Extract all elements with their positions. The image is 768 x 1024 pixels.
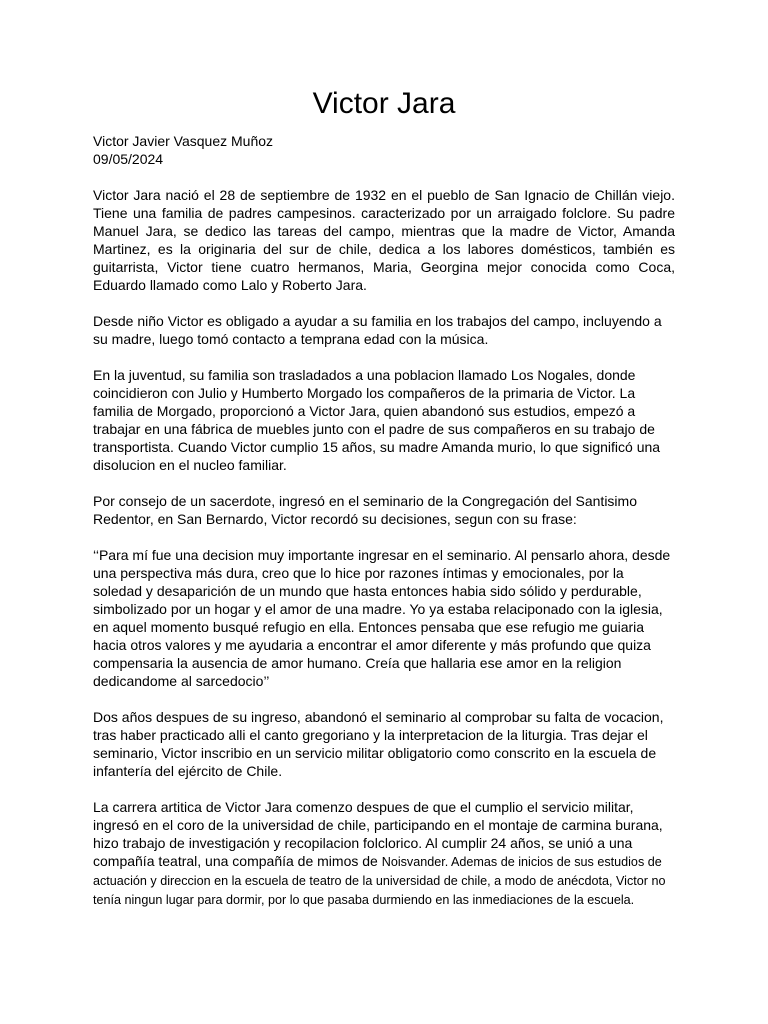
career-text-main: La carrera artitica de Victor Jara comenzo despues de que el cumplio el servicio militar, ingresó en el coro de la universidad de chile, participando en el montaje de carmina burana, hizo trabajo de investigación y recopilacion folclorico. Al cumplir 24 años, se unió a una compañía teatral, una compañía de mimos de <box>93 799 663 869</box>
document-meta <box>93 132 675 168</box>
paragraph-military: Dos años despues de su ingreso, abandonó el seminario al comprobar su falta de vocacion, tras haber practicado alli el canto gregoriano y la interpretacion de la liturgia. Tras dejar el seminario, Victor inscribio en un servicio militar obligatorio como conscrito en la escuela de infantería del ejército de Chile. <box>93 709 664 779</box>
author-name: Victor Javier Vasquez Muñoz <box>93 133 274 149</box>
paragraph-career <box>93 798 675 909</box>
paragraph-quote: ‘‘Para mí fue una decision muy importante ingresar en el seminario. Al pensarlo ahora, desde una perspectiva más dura, creo que lo hice por razones íntimas y emocionales, por la soledad y desaparición de un mundo que hasta entonces habia sido sólido y perdurable, simbolizado por un hogar y el amor de una madre. Yo ya estaba relaciponado con la iglesia, en aquel momento busqué refugio en ella. Entonces pensaba que ese refugio me guiaria hacia otros valores y me ayudaria a encontrar el amor diferente y más profundo que quiza compensaria la ausencia de amor humano. Creía que hallaria ese amor en la religion dedicandome al sarcedocio’’ <box>93 547 671 689</box>
paragraph-birth: Victor Jara nació el 28 de septiembre de 1932 en el pueblo de San Ignacio de Chillán viejo. Tiene una familia de padres campesinos. caracterizado por un arraigado folclore. Su padre Manuel Jara, se dedico las tareas del campo, mientras que la madre de Victor, Amanda Martinez, es la originaria del sur de chile, dedica a los labores domésticos, también es guitarrista, Victor tiene cuatro hermanos, Maria, Georgina mejor conocida como Coca, Eduardo llamado como Lalo y Roberto Jara. <box>93 187 675 293</box>
career-text-small: Noisvander. Ademas de inicios de sus estudios de actuación y direccion en la escuela de teatro de la universidad de chile, a modo de anécdota, Victor no tenía ningun lugar para dormir, por lo que pasaba durmiendo en las inmediaciones de la escuela. <box>93 855 666 907</box>
paragraph-childhood: Desde niño Victor es obligado a ayudar a su familia en los trabajos del campo, incluyendo a su madre, luego tomó contacto a temprana edad con la música. <box>93 313 662 347</box>
paragraph-seminary: Por consejo de un sacerdote, ingresó en el seminario de la Congregación del Santisimo Redentor, en San Bernardo, Victor recordó su decisiones, segun con su frase: <box>93 493 637 527</box>
document-title: Victor Jara <box>312 87 456 120</box>
paragraph-youth: En la juventud, su familia son trasladados a una poblacion llamado Los Nogales, donde coincidieron con Julio y Humberto Morgado los compañeros de la primaria de Victor. La familia de Morgado, proporcionó a Victor Jara, quien abandonó sus estudios, empezó a trabajar en una fábrica de muebles junto con el padre de sus compañeros en su trabajo de transportista. Cuando Victor cumplio 15 años, su madre Amanda murio, lo que significó una disolucion en el nucleo familiar. <box>93 367 661 473</box>
document-date: 09/05/2024 <box>93 151 164 167</box>
